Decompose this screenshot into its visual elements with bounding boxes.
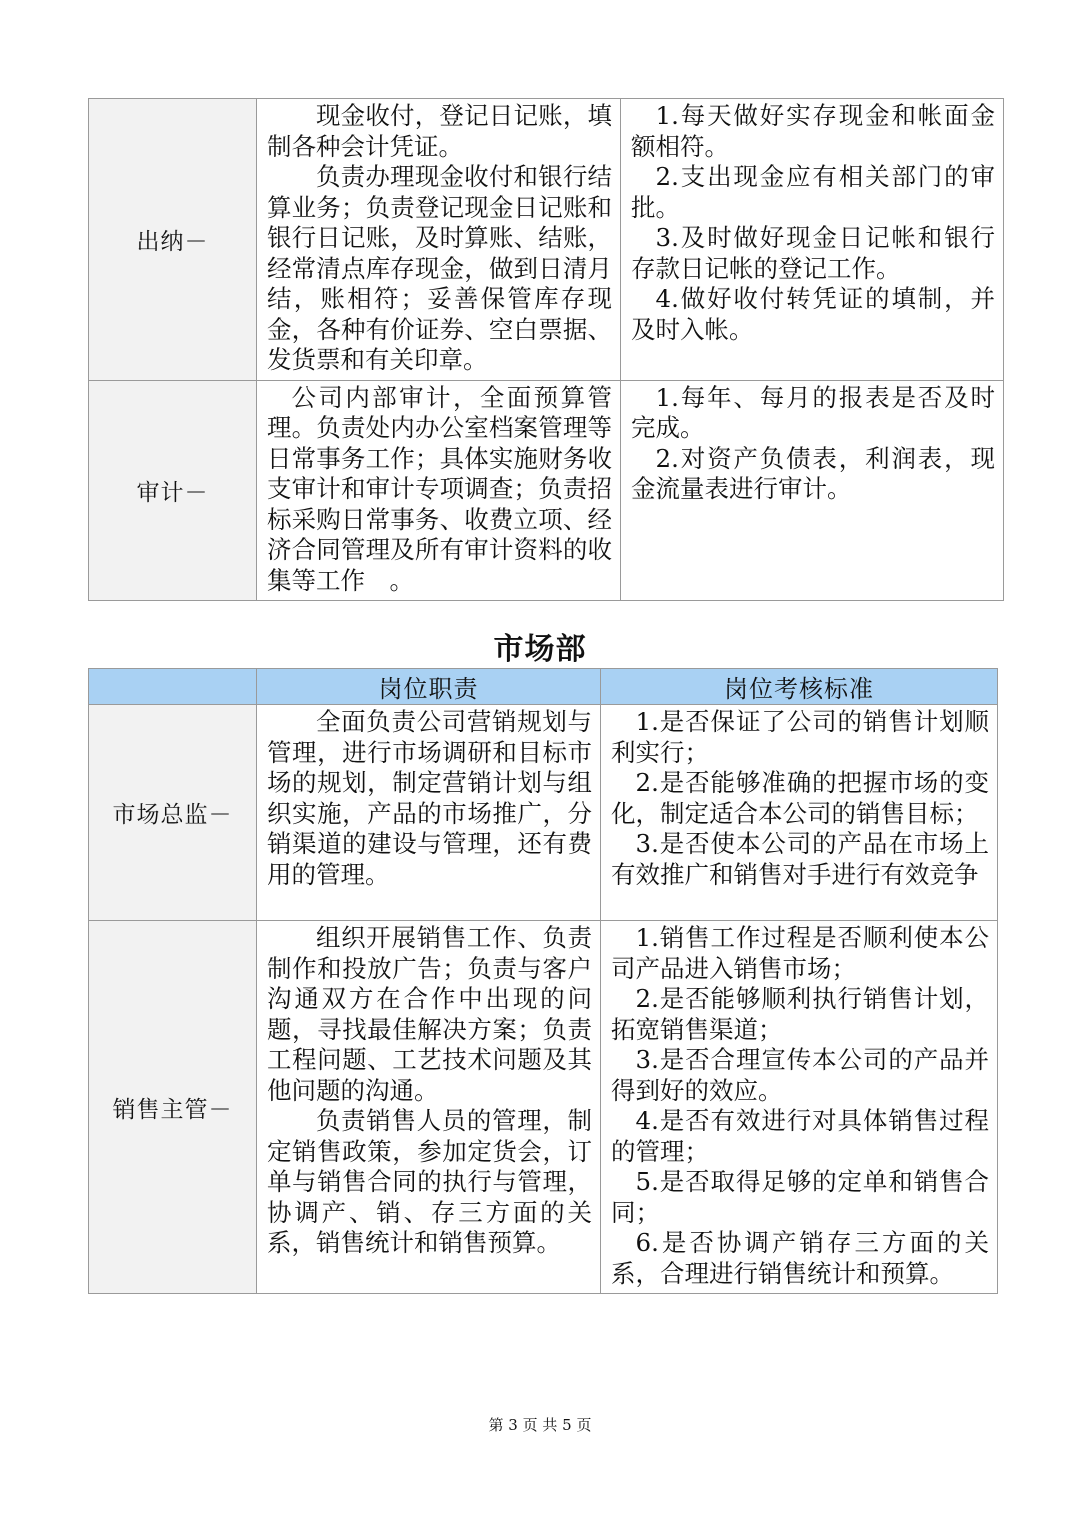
criterion-item: 2.对资产负债表，利润表，现金流量表进行审计。 xyxy=(631,443,995,503)
duty-paragraph: 全面负责公司营销规划与管理，进行市场调研和目标市场的规划，制定营销计划与组织实施，产品的市场推广，分销渠道的建设与管理，还有费用的管理。 xyxy=(267,707,592,889)
criterion-item: 3.是否使本公司的产品在市场上有效推广和销售对手进行有效竞争 xyxy=(611,829,989,889)
criteria-cell xyxy=(601,705,998,921)
column-header-duties: 岗位职责 xyxy=(257,669,601,705)
duty-paragraph: 组织开展销售工作、负责制作和投放广告；负责与客户沟通双方在合作中出现的问题，寻找最佳解决方案；负责工程问题、工艺技术问题及其他问题的沟通。 xyxy=(267,923,592,1105)
criteria-cell xyxy=(601,921,998,1294)
duties-cell xyxy=(257,99,621,381)
criterion-item: 6.是否协调产销存三方面的关系，合理进行销售统计和预算。 xyxy=(611,1228,989,1288)
criterion-item: 4.是否有效进行对具体销售过程的管理； xyxy=(611,1106,989,1166)
column-header-role xyxy=(89,669,257,705)
page-footer: 第 3 页 共 5 页 xyxy=(488,1416,592,1434)
role-cell: 出纳－ xyxy=(89,99,257,381)
criteria-cell xyxy=(621,380,1004,601)
section-title: 市场部 xyxy=(493,632,587,667)
criterion-item: 2.是否能够顺利执行销售计划，拓宽销售渠道； xyxy=(611,984,989,1044)
role-cell: 市场总监－ xyxy=(89,705,257,921)
criterion-item: 1.每天做好实存现金和帐面金额相符。 xyxy=(631,101,995,161)
table-row xyxy=(89,99,1004,381)
duty-paragraph: 负责销售人员的管理，制定销售政策，参加定货会，订单与销售合同的执行与管理，协调产、销、存三方面的关系，销售统计和销售预算。 xyxy=(267,1106,592,1257)
criterion-item: 3.及时做好现金日记帐和银行存款日记帐的登记工作。 xyxy=(631,223,995,283)
table-header-row xyxy=(89,669,998,705)
criterion-item: 2.是否能够准确的把握市场的变化，制定适合本公司的销售目标； xyxy=(611,768,989,828)
criterion-item: 1.每年、每月的报表是否及时完成。 xyxy=(631,382,995,442)
staff-duty-table-finance xyxy=(88,98,1004,601)
duty-paragraph: 现金收付，登记日记账，填制各种会计凭证。 xyxy=(267,101,612,161)
table-row xyxy=(89,921,998,1294)
criterion-item: 5.是否取得足够的定单和销售合同； xyxy=(611,1167,989,1227)
role-cell: 审计－ xyxy=(89,380,257,601)
criterion-item: 1.销售工作过程是否顺利使本公司产品进入销售市场； xyxy=(611,923,989,983)
criterion-item: 2.支出现金应有相关部门的审批。 xyxy=(631,162,995,222)
criterion-item: 4.做好收付转凭证的填制，并及时入帐。 xyxy=(631,284,995,344)
column-header-criteria: 岗位考核标准 xyxy=(601,669,998,705)
duties-cell xyxy=(257,705,601,921)
table-row xyxy=(89,705,998,921)
duty-paragraph: 公司内部审计，全面预算管理。负责处内办公室档案管理等日常事务工作；具体实施财务收支审计和审计专项调查；负责招标采购日常事务、收费立项、经济合同管理及所有审计资料的收集等工作 。 xyxy=(267,382,612,595)
table-row xyxy=(89,380,1004,601)
staff-duty-table-market xyxy=(88,668,998,1294)
criterion-item: 1.是否保证了公司的销售计划顺利实行； xyxy=(611,707,989,767)
role-cell: 销售主管－ xyxy=(89,921,257,1294)
criterion-item: 3.是否合理宣传本公司的产品并得到好的效应。 xyxy=(611,1045,989,1105)
duties-cell xyxy=(257,380,621,601)
duty-paragraph: 负责办理现金收付和银行结算业务；负责登记现金日记账和银行日记账，及时算账、结账，经常清点库存现金，做到日清月结，账相符；妥善保管库存现金，各种有价证券、空白票据、发货票和有关印章。 xyxy=(267,162,612,374)
criteria-cell xyxy=(621,99,1004,381)
duties-cell xyxy=(257,921,601,1294)
